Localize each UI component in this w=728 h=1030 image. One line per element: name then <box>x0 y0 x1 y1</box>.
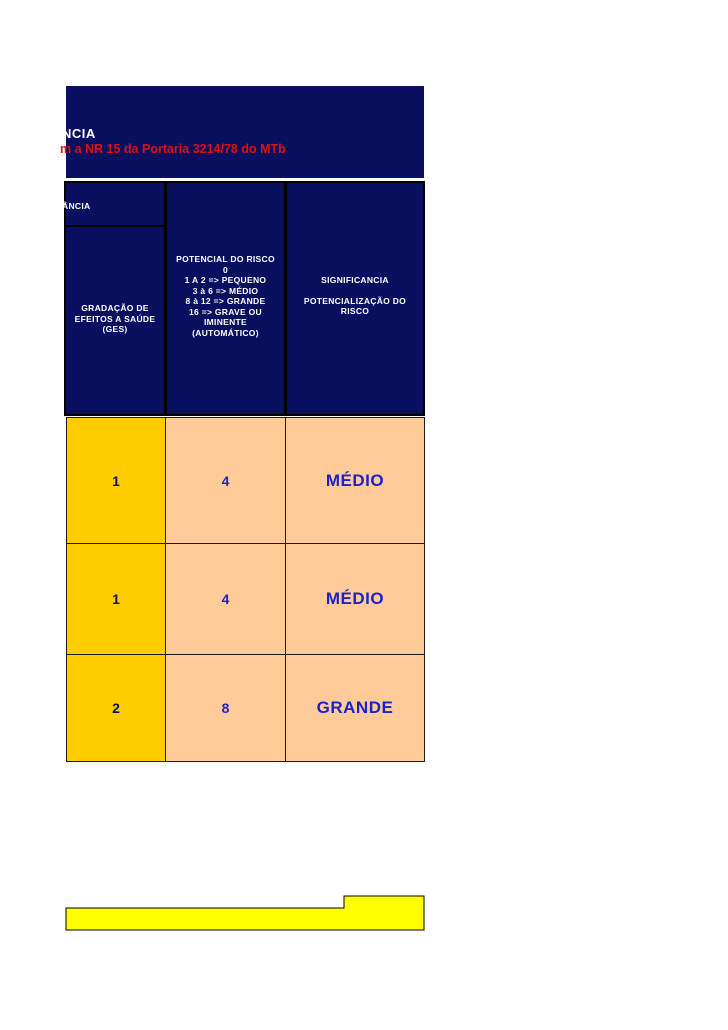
sheet-title: NCIA <box>62 126 96 141</box>
header-ges-cell <box>64 225 166 416</box>
significancia-cell[interactable]: GRANDE <box>285 654 425 762</box>
ges-cell[interactable]: 2 <box>66 654 166 762</box>
header-potencial-line: 8 à 12 => GRANDE <box>185 296 266 306</box>
potencial-cell[interactable]: 4 <box>165 543 286 655</box>
header-group-cell <box>64 181 166 227</box>
header-potencial-cell <box>165 181 286 416</box>
header-potencial-text <box>167 254 284 338</box>
potencial-cell[interactable]: 4 <box>165 417 286 544</box>
header-ges-line: GRADAÇÃO DE <box>81 303 149 313</box>
header-significancia-cell <box>285 181 425 416</box>
header-significancia-line: RISCO <box>340 306 370 316</box>
potencial-cell[interactable]: 8 <box>165 654 286 762</box>
header-significancia-line: POTENCIALIZAÇÃO DO <box>303 295 407 306</box>
significancia-cell[interactable]: MÉDIO <box>285 543 425 655</box>
header-ges-line: (GES) <box>102 324 128 334</box>
header-significancia-line: SIGNIFICANCIA <box>321 275 389 285</box>
header-group-label: ÂNCIA <box>62 201 91 211</box>
significancia-cell[interactable]: MÉDIO <box>285 417 425 544</box>
ges-cell[interactable]: 1 <box>66 543 166 655</box>
header-significancia-line <box>287 286 423 296</box>
sheet-subtitle: m a NR 15 da Portaria 3214/78 do MTb <box>60 142 286 156</box>
header-ges-text <box>66 303 164 335</box>
ges-cell[interactable]: 1 <box>66 417 166 544</box>
header-potencial-line: 16 => GRAVE OU <box>188 306 262 317</box>
header-significancia-text <box>287 275 423 317</box>
header-potencial-line: POTENCIAL DO RISCO <box>176 254 275 264</box>
header-potencial-line: IMINENTE <box>203 317 247 327</box>
header-potencial-line: 0 <box>222 264 229 275</box>
header-potencial-line: (AUTOMÁTICO) <box>192 327 259 338</box>
title-banner <box>60 86 424 178</box>
footer-band <box>66 896 424 930</box>
header-potencial-line: 3 à 6 => MÉDIO <box>192 285 259 296</box>
header-potencial-line: 1 A 2 => PEQUENO <box>184 275 267 285</box>
header-ges-line: EFEITOS A SAÚDE <box>74 313 156 324</box>
